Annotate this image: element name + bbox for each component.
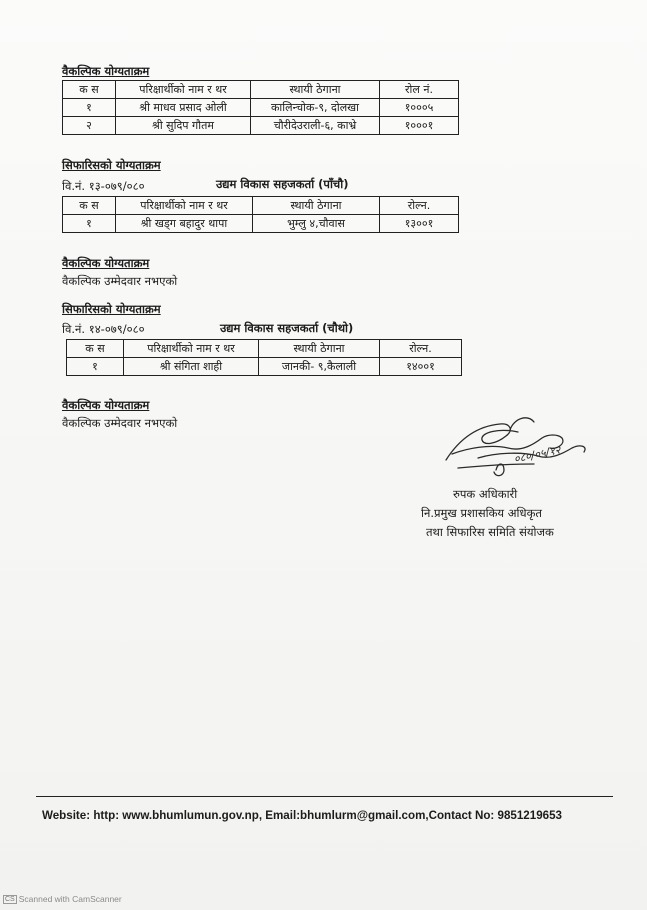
- section4-post: उद्यम विकास सहजकर्ता (चौथो): [220, 321, 354, 335]
- table-row: [63, 215, 459, 233]
- col-header-sn: क स: [67, 340, 124, 358]
- scanner-watermark: [3, 894, 122, 904]
- signature-date: ०८०/०५/१२: [512, 443, 562, 466]
- section2-vinum: वि.नं. १३-०७९/०८०: [62, 179, 145, 193]
- col-header-address: स्थायी ठेगाना: [259, 340, 380, 358]
- table-header-row: [63, 197, 459, 215]
- cell-address: चौरीदेउराली-६, काभ्रे: [251, 117, 380, 135]
- footer-divider: [36, 796, 613, 797]
- cell-roll: १४००१: [380, 358, 462, 376]
- section3-text: वैकल्पिक उम्मेदवार नभएको: [62, 274, 178, 288]
- alternate-list-table-1: [62, 80, 459, 135]
- col-header-name: परिक्षार्थीको नाम र थर: [116, 81, 251, 99]
- col-header-sn: क स: [63, 81, 116, 99]
- table-row: [63, 99, 459, 117]
- col-header-address: स्थायी ठेगाना: [251, 81, 380, 99]
- col-header-name: परिक्षार्थीको नाम र थर: [116, 197, 253, 215]
- section5-heading: वैकल्पिक योग्यताक्रम: [62, 398, 150, 412]
- cell-name: श्री माधव प्रसाद ओली: [116, 99, 251, 117]
- col-header-roll: रोल्न.: [380, 340, 462, 358]
- table-row: [63, 117, 459, 135]
- signatory-title: नि.प्रमुख प्रशासकिय अधिकृत: [421, 506, 542, 520]
- table-header-row: [63, 81, 459, 99]
- footer-contact: Website: http: www.bhumlumun.gov.np, Email:bhumlurm@gmail.com,Contact No: 9851219653: [42, 809, 562, 822]
- cell-address: जानकी- ९,कैलाली: [259, 358, 380, 376]
- cell-roll: १०००५: [380, 99, 459, 117]
- cell-roll: १०००१: [380, 117, 459, 135]
- section3-heading: वैकल्पिक योग्यताक्रम: [62, 256, 150, 270]
- col-header-roll: रोल्न.: [380, 197, 459, 215]
- section4-vinum: वि.नं. १४-०७९/०८०: [62, 322, 145, 336]
- cell-address: कालिन्चोक-९, दोलखा: [251, 99, 380, 117]
- camscanner-logo-icon: CS: [5, 896, 15, 904]
- cell-sn: १: [63, 99, 116, 117]
- col-header-name: परिक्षार्थीको नाम र थर: [124, 340, 259, 358]
- cell-name: श्री खड्ग बहादुर थापा: [116, 215, 253, 233]
- section5-text: वैकल्पिक उम्मेदवार नभएको: [62, 416, 178, 430]
- table-row: [67, 358, 462, 376]
- scanner-text: Scanned with CamScanner: [18, 894, 122, 904]
- section2-heading: सिफारिसको योग्यताक्रम: [62, 158, 161, 172]
- cell-name: श्री सुदिप गौतम: [116, 117, 251, 135]
- col-header-sn: क स: [63, 197, 116, 215]
- signatory-role: तथा सिफारिस समिति संयोजक: [426, 525, 554, 539]
- section1-heading: वैकल्पिक योग्यताक्रम: [62, 64, 150, 78]
- cell-address: भुम्लु ४,चौवास: [253, 215, 380, 233]
- cell-sn: १: [63, 215, 116, 233]
- recommended-list-table-4: [66, 339, 462, 376]
- cell-sn: २: [63, 117, 116, 135]
- section2-post: उद्यम विकास सहजकर्ता (पाँचौ): [216, 177, 349, 191]
- table-header-row: [67, 340, 462, 358]
- signatory-name: रुपक अधिकारी: [453, 487, 518, 501]
- cell-name: श्री संगिता शाही: [124, 358, 259, 376]
- section4-heading: सिफारिसको योग्यताक्रम: [62, 302, 161, 316]
- recommended-list-table-2: [62, 196, 459, 233]
- cell-sn: १: [67, 358, 124, 376]
- cell-roll: १३००१: [380, 215, 459, 233]
- col-header-roll: रोल नं.: [380, 81, 459, 99]
- col-header-address: स्थायी ठेगाना: [253, 197, 380, 215]
